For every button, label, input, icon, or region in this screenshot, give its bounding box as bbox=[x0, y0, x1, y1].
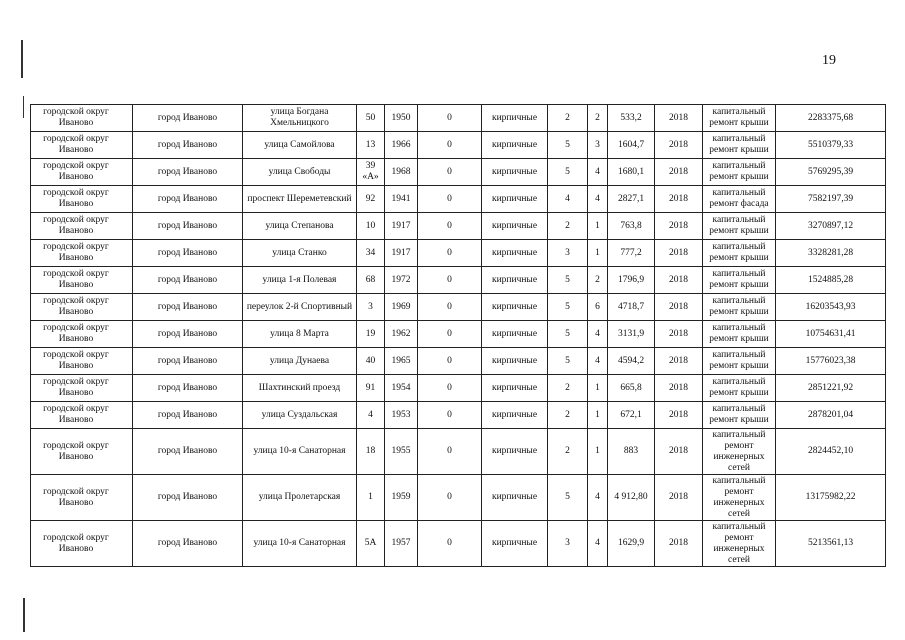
material-cell: кирпичные bbox=[482, 321, 548, 348]
floors-cell: 5 bbox=[548, 294, 588, 321]
entrances-cell: 4 bbox=[588, 321, 608, 348]
cost-cell: 1524885,28 bbox=[776, 267, 886, 294]
floors-cell: 3 bbox=[548, 240, 588, 267]
plan-year-cell: 2018 bbox=[655, 402, 703, 429]
zero-cell: 0 bbox=[418, 132, 482, 159]
scan-mark bbox=[23, 96, 24, 118]
area-cell: 665,8 bbox=[608, 375, 655, 402]
work-cell: капитальный ремонт крыши bbox=[703, 213, 776, 240]
work-cell: капитальный ремонт крыши bbox=[703, 267, 776, 294]
cost-cell: 15776023,38 bbox=[776, 348, 886, 375]
zero-cell: 0 bbox=[418, 213, 482, 240]
material-cell: кирпичные bbox=[482, 294, 548, 321]
year-cell: 1957 bbox=[385, 521, 418, 567]
district-cell: городской округ Иваново bbox=[31, 402, 133, 429]
table-row bbox=[31, 321, 886, 348]
entrances-cell: 4 bbox=[588, 159, 608, 186]
house-cell: 4 bbox=[357, 402, 385, 429]
area-cell: 1680,1 bbox=[608, 159, 655, 186]
cost-cell: 16203543,93 bbox=[776, 294, 886, 321]
zero-cell: 0 bbox=[418, 375, 482, 402]
entrances-cell: 4 bbox=[588, 475, 608, 521]
table-row bbox=[31, 213, 886, 240]
street-cell: улица Степанова bbox=[243, 213, 357, 240]
district-cell: городской округ Иваново bbox=[31, 267, 133, 294]
floors-cell: 4 bbox=[548, 186, 588, 213]
zero-cell: 0 bbox=[418, 159, 482, 186]
cost-cell: 5510379,33 bbox=[776, 132, 886, 159]
plan-year-cell: 2018 bbox=[655, 159, 703, 186]
area-cell: 672,1 bbox=[608, 402, 655, 429]
zero-cell: 0 bbox=[418, 429, 482, 475]
entrances-cell: 4 bbox=[588, 521, 608, 567]
housing-table bbox=[30, 104, 886, 567]
street-cell: улица Самойлова bbox=[243, 132, 357, 159]
material-cell: кирпичные bbox=[482, 402, 548, 429]
cost-cell: 2851221,92 bbox=[776, 375, 886, 402]
district-cell: городской округ Иваново bbox=[31, 159, 133, 186]
floors-cell: 2 bbox=[548, 375, 588, 402]
year-cell: 1972 bbox=[385, 267, 418, 294]
table-row bbox=[31, 132, 886, 159]
cost-cell: 2878201,04 bbox=[776, 402, 886, 429]
area-cell: 2827,1 bbox=[608, 186, 655, 213]
material-cell: кирпичные bbox=[482, 475, 548, 521]
table-row bbox=[31, 348, 886, 375]
area-cell: 763,8 bbox=[608, 213, 655, 240]
plan-year-cell: 2018 bbox=[655, 521, 703, 567]
district-cell: городской округ Иваново bbox=[31, 186, 133, 213]
plan-year-cell: 2018 bbox=[655, 429, 703, 475]
house-cell: 39 «А» bbox=[357, 159, 385, 186]
street-cell: улица Дунаева bbox=[243, 348, 357, 375]
table-row bbox=[31, 186, 886, 213]
work-cell: капитальный ремонт инженерных сетей bbox=[703, 429, 776, 475]
entrances-cell: 4 bbox=[588, 348, 608, 375]
material-cell: кирпичные bbox=[482, 132, 548, 159]
plan-year-cell: 2018 bbox=[655, 321, 703, 348]
house-cell: 50 bbox=[357, 105, 385, 132]
street-cell: улица 8 Марта bbox=[243, 321, 357, 348]
entrances-cell: 6 bbox=[588, 294, 608, 321]
street-cell: улица 10-я Санаторная bbox=[243, 521, 357, 567]
plan-year-cell: 2018 bbox=[655, 213, 703, 240]
floors-cell: 2 bbox=[548, 105, 588, 132]
year-cell: 1962 bbox=[385, 321, 418, 348]
area-cell: 777,2 bbox=[608, 240, 655, 267]
house-cell: 3 bbox=[357, 294, 385, 321]
table-row bbox=[31, 294, 886, 321]
floors-cell: 5 bbox=[548, 267, 588, 294]
year-cell: 1955 bbox=[385, 429, 418, 475]
zero-cell: 0 bbox=[418, 521, 482, 567]
work-cell: капитальный ремонт крыши bbox=[703, 321, 776, 348]
material-cell: кирпичные bbox=[482, 267, 548, 294]
year-cell: 1968 bbox=[385, 159, 418, 186]
table-row bbox=[31, 240, 886, 267]
street-cell: улица Пролетарская bbox=[243, 475, 357, 521]
floors-cell: 5 bbox=[548, 132, 588, 159]
house-cell: 18 bbox=[357, 429, 385, 475]
zero-cell: 0 bbox=[418, 402, 482, 429]
street-cell: проспект Шереметевский bbox=[243, 186, 357, 213]
house-cell: 40 bbox=[357, 348, 385, 375]
city-cell: город Иваново bbox=[133, 521, 243, 567]
year-cell: 1959 bbox=[385, 475, 418, 521]
material-cell: кирпичные bbox=[482, 159, 548, 186]
work-cell: капитальный ремонт крыши bbox=[703, 402, 776, 429]
floors-cell: 5 bbox=[548, 159, 588, 186]
work-cell: капитальный ремонт крыши bbox=[703, 159, 776, 186]
street-cell: улица 10-я Санаторная bbox=[243, 429, 357, 475]
house-cell: 13 bbox=[357, 132, 385, 159]
area-cell: 533,2 bbox=[608, 105, 655, 132]
plan-year-cell: 2018 bbox=[655, 348, 703, 375]
work-cell: капитальный ремонт крыши bbox=[703, 132, 776, 159]
entrances-cell: 1 bbox=[588, 429, 608, 475]
material-cell: кирпичные bbox=[482, 375, 548, 402]
area-cell: 3131,9 bbox=[608, 321, 655, 348]
area-cell: 1629,9 bbox=[608, 521, 655, 567]
entrances-cell: 4 bbox=[588, 186, 608, 213]
district-cell: городской округ Иваново bbox=[31, 213, 133, 240]
work-cell: капитальный ремонт инженерных сетей bbox=[703, 475, 776, 521]
district-cell: городской округ Иваново bbox=[31, 475, 133, 521]
area-cell: 883 bbox=[608, 429, 655, 475]
city-cell: город Иваново bbox=[133, 475, 243, 521]
table-row bbox=[31, 375, 886, 402]
city-cell: город Иваново bbox=[133, 159, 243, 186]
year-cell: 1950 bbox=[385, 105, 418, 132]
city-cell: город Иваново bbox=[133, 105, 243, 132]
material-cell: кирпичные bbox=[482, 186, 548, 213]
cost-cell: 3270897,12 bbox=[776, 213, 886, 240]
zero-cell: 0 bbox=[418, 240, 482, 267]
year-cell: 1953 bbox=[385, 402, 418, 429]
street-cell: улица Станко bbox=[243, 240, 357, 267]
floors-cell: 5 bbox=[548, 348, 588, 375]
city-cell: город Иваново bbox=[133, 402, 243, 429]
city-cell: город Иваново bbox=[133, 348, 243, 375]
year-cell: 1941 bbox=[385, 186, 418, 213]
street-cell: Шахтинский проезд bbox=[243, 375, 357, 402]
floors-cell: 2 bbox=[548, 429, 588, 475]
floors-cell: 2 bbox=[548, 213, 588, 240]
table-row bbox=[31, 429, 886, 475]
year-cell: 1917 bbox=[385, 240, 418, 267]
page-number: 19 bbox=[822, 53, 836, 68]
house-cell: 92 bbox=[357, 186, 385, 213]
area-cell: 1604,7 bbox=[608, 132, 655, 159]
plan-year-cell: 2018 bbox=[655, 132, 703, 159]
plan-year-cell: 2018 bbox=[655, 375, 703, 402]
table-row bbox=[31, 267, 886, 294]
city-cell: город Иваново bbox=[133, 213, 243, 240]
city-cell: город Иваново bbox=[133, 186, 243, 213]
table-row bbox=[31, 159, 886, 186]
floors-cell: 5 bbox=[548, 321, 588, 348]
street-cell: улица 1-я Полевая bbox=[243, 267, 357, 294]
material-cell: кирпичные bbox=[482, 521, 548, 567]
table-row bbox=[31, 105, 886, 132]
cost-cell: 7582197,39 bbox=[776, 186, 886, 213]
plan-year-cell: 2018 bbox=[655, 240, 703, 267]
city-cell: город Иваново bbox=[133, 132, 243, 159]
material-cell: кирпичные bbox=[482, 213, 548, 240]
house-cell: 19 bbox=[357, 321, 385, 348]
zero-cell: 0 bbox=[418, 348, 482, 375]
house-cell: 10 bbox=[357, 213, 385, 240]
house-cell: 68 bbox=[357, 267, 385, 294]
work-cell: капитальный ремонт инженерных сетей bbox=[703, 521, 776, 567]
work-cell: капитальный ремонт крыши bbox=[703, 348, 776, 375]
table-row bbox=[31, 521, 886, 567]
floors-cell: 2 bbox=[548, 402, 588, 429]
table-row bbox=[31, 402, 886, 429]
floors-cell: 3 bbox=[548, 521, 588, 567]
area-cell: 1796,9 bbox=[608, 267, 655, 294]
work-cell: капитальный ремонт фасада bbox=[703, 186, 776, 213]
work-cell: капитальный ремонт крыши bbox=[703, 240, 776, 267]
cost-cell: 5769295,39 bbox=[776, 159, 886, 186]
scan-mark bbox=[23, 598, 25, 632]
table-row bbox=[31, 475, 886, 521]
district-cell: городской округ Иваново bbox=[31, 132, 133, 159]
year-cell: 1966 bbox=[385, 132, 418, 159]
city-cell: город Иваново bbox=[133, 240, 243, 267]
material-cell: кирпичные bbox=[482, 429, 548, 475]
plan-year-cell: 2018 bbox=[655, 294, 703, 321]
city-cell: город Иваново bbox=[133, 267, 243, 294]
zero-cell: 0 bbox=[418, 475, 482, 521]
district-cell: городской округ Иваново bbox=[31, 240, 133, 267]
street-cell: улица Богдана Хмельницкого bbox=[243, 105, 357, 132]
work-cell: капитальный ремонт крыши bbox=[703, 105, 776, 132]
floors-cell: 5 bbox=[548, 475, 588, 521]
street-cell: улица Суздальская bbox=[243, 402, 357, 429]
district-cell: городской округ Иваново bbox=[31, 348, 133, 375]
year-cell: 1917 bbox=[385, 213, 418, 240]
city-cell: город Иваново bbox=[133, 321, 243, 348]
cost-cell: 2824452,10 bbox=[776, 429, 886, 475]
zero-cell: 0 bbox=[418, 186, 482, 213]
city-cell: город Иваново bbox=[133, 294, 243, 321]
district-cell: городской округ Иваново bbox=[31, 294, 133, 321]
material-cell: кирпичные bbox=[482, 240, 548, 267]
entrances-cell: 2 bbox=[588, 105, 608, 132]
material-cell: кирпичные bbox=[482, 348, 548, 375]
house-cell: 5А bbox=[357, 521, 385, 567]
zero-cell: 0 bbox=[418, 105, 482, 132]
cost-cell: 3328281,28 bbox=[776, 240, 886, 267]
plan-year-cell: 2018 bbox=[655, 267, 703, 294]
district-cell: городской округ Иваново bbox=[31, 429, 133, 475]
zero-cell: 0 bbox=[418, 294, 482, 321]
entrances-cell: 2 bbox=[588, 267, 608, 294]
house-cell: 1 bbox=[357, 475, 385, 521]
area-cell: 4594,2 bbox=[608, 348, 655, 375]
entrances-cell: 1 bbox=[588, 375, 608, 402]
plan-year-cell: 2018 bbox=[655, 186, 703, 213]
zero-cell: 0 bbox=[418, 267, 482, 294]
city-cell: город Иваново bbox=[133, 429, 243, 475]
material-cell: кирпичные bbox=[482, 105, 548, 132]
city-cell: город Иваново bbox=[133, 375, 243, 402]
year-cell: 1969 bbox=[385, 294, 418, 321]
house-cell: 34 bbox=[357, 240, 385, 267]
cost-cell: 13175982,22 bbox=[776, 475, 886, 521]
entrances-cell: 1 bbox=[588, 213, 608, 240]
district-cell: городской округ Иваново bbox=[31, 105, 133, 132]
plan-year-cell: 2018 bbox=[655, 475, 703, 521]
district-cell: городской округ Иваново bbox=[31, 375, 133, 402]
street-cell: улица Свободы bbox=[243, 159, 357, 186]
scan-mark bbox=[21, 40, 23, 78]
year-cell: 1965 bbox=[385, 348, 418, 375]
entrances-cell: 3 bbox=[588, 132, 608, 159]
district-cell: городской округ Иваново bbox=[31, 521, 133, 567]
area-cell: 4718,7 bbox=[608, 294, 655, 321]
entrances-cell: 1 bbox=[588, 402, 608, 429]
district-cell: городской округ Иваново bbox=[31, 321, 133, 348]
area-cell: 4 912,80 bbox=[608, 475, 655, 521]
plan-year-cell: 2018 bbox=[655, 105, 703, 132]
cost-cell: 5213561,13 bbox=[776, 521, 886, 567]
house-cell: 91 bbox=[357, 375, 385, 402]
work-cell: капитальный ремонт крыши bbox=[703, 375, 776, 402]
zero-cell: 0 bbox=[418, 321, 482, 348]
year-cell: 1954 bbox=[385, 375, 418, 402]
street-cell: переулок 2-й Спортивный bbox=[243, 294, 357, 321]
entrances-cell: 1 bbox=[588, 240, 608, 267]
cost-cell: 10754631,41 bbox=[776, 321, 886, 348]
work-cell: капитальный ремонт крыши bbox=[703, 294, 776, 321]
cost-cell: 2283375,68 bbox=[776, 105, 886, 132]
